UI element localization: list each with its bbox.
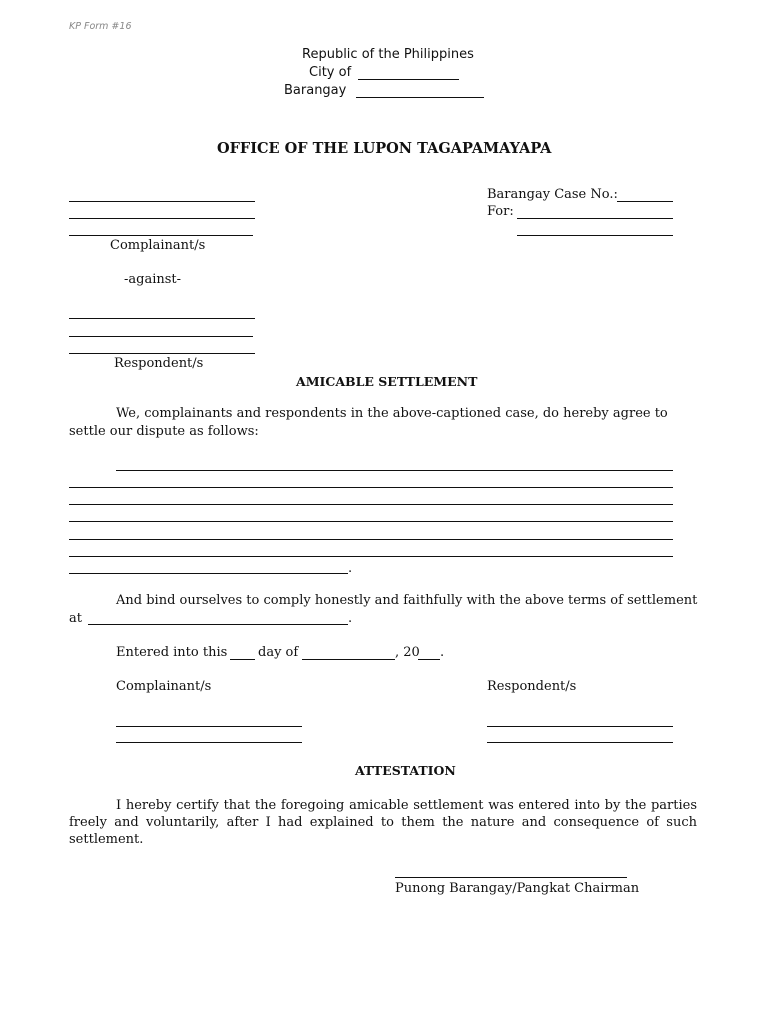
chairman-signature-line[interactable] [395, 877, 627, 878]
day-blank[interactable] [230, 659, 255, 660]
case-no-blank[interactable] [617, 201, 673, 202]
respondents-signature-label: Respondent/s [487, 679, 577, 694]
entered-year-label: , 20 [395, 645, 420, 660]
terms-blank-7[interactable] [69, 573, 348, 574]
terms-blank-1[interactable] [116, 470, 673, 471]
year-blank[interactable] [418, 659, 440, 660]
terms-blank-5[interactable] [69, 539, 673, 540]
terms-blank-6[interactable] [69, 556, 673, 557]
entered-day-label: day of [258, 645, 299, 660]
header-city-label: City of [309, 65, 352, 80]
complainant-blank-1[interactable] [69, 201, 255, 202]
header-barangay-label: Barangay [284, 83, 347, 98]
bind-at-label: at [69, 611, 82, 626]
case-no-label: Barangay Case No.: [487, 187, 618, 202]
barangay-blank[interactable] [356, 97, 484, 98]
attestation-title: ATTESTATION [355, 763, 456, 778]
settlement-title: AMICABLE SETTLEMENT [296, 374, 478, 389]
for-blank-1[interactable] [517, 218, 673, 219]
header-republic: Republic of the Philippines [302, 47, 474, 62]
settlement-intro-line2: settle our dispute as follows: [69, 424, 259, 439]
month-blank[interactable] [302, 659, 395, 660]
complainant-blank-2[interactable] [69, 218, 255, 219]
bind-period: . [348, 611, 353, 626]
for-label: For: [487, 204, 514, 219]
attestation-text: I hereby certify that the foregoing amicable settlement was entered into by the parties freely and voluntarily, after I had explained to them the nature and consequence of such settlement. [69, 798, 697, 847]
respondent-blank-3[interactable] [69, 353, 255, 354]
respondent-blank-2[interactable] [69, 336, 253, 337]
chairman-signature-label: Punong Barangay/Pangkat Chairman [395, 881, 640, 896]
respondent-blank-1[interactable] [69, 318, 255, 319]
terms-blank-4[interactable] [69, 521, 673, 522]
settlement-intro-line1: We, complainants and respondents in the above-captioned case, do hereby agree to [116, 406, 668, 421]
respondent-signature-2[interactable] [487, 742, 673, 743]
form-number: KP Form #16 [69, 21, 132, 32]
complainant-signature-2[interactable] [116, 742, 302, 743]
respondents-caption: Respondent/s [114, 356, 204, 371]
terms-period: . [348, 561, 353, 576]
against-label: -against- [124, 272, 182, 287]
entered-prefix: Entered into this [116, 645, 228, 660]
respondent-signature-1[interactable] [487, 726, 673, 727]
city-blank[interactable] [358, 79, 459, 80]
terms-blank-3[interactable] [69, 504, 673, 505]
complainant-signature-1[interactable] [116, 726, 302, 727]
office-title: OFFICE OF THE LUPON TAGAPAMAYAPA [217, 140, 552, 157]
for-blank-2[interactable] [517, 235, 673, 236]
entered-period: . [440, 645, 445, 660]
complainants-caption: Complainant/s [110, 238, 206, 253]
bind-line1: And bind ourselves to comply honestly and faithfully with the above terms of settlement [116, 593, 698, 608]
complainant-blank-3[interactable] [69, 235, 253, 236]
place-blank[interactable] [88, 624, 348, 625]
terms-blank-2[interactable] [69, 487, 673, 488]
complainants-signature-label: Complainant/s [116, 679, 212, 694]
